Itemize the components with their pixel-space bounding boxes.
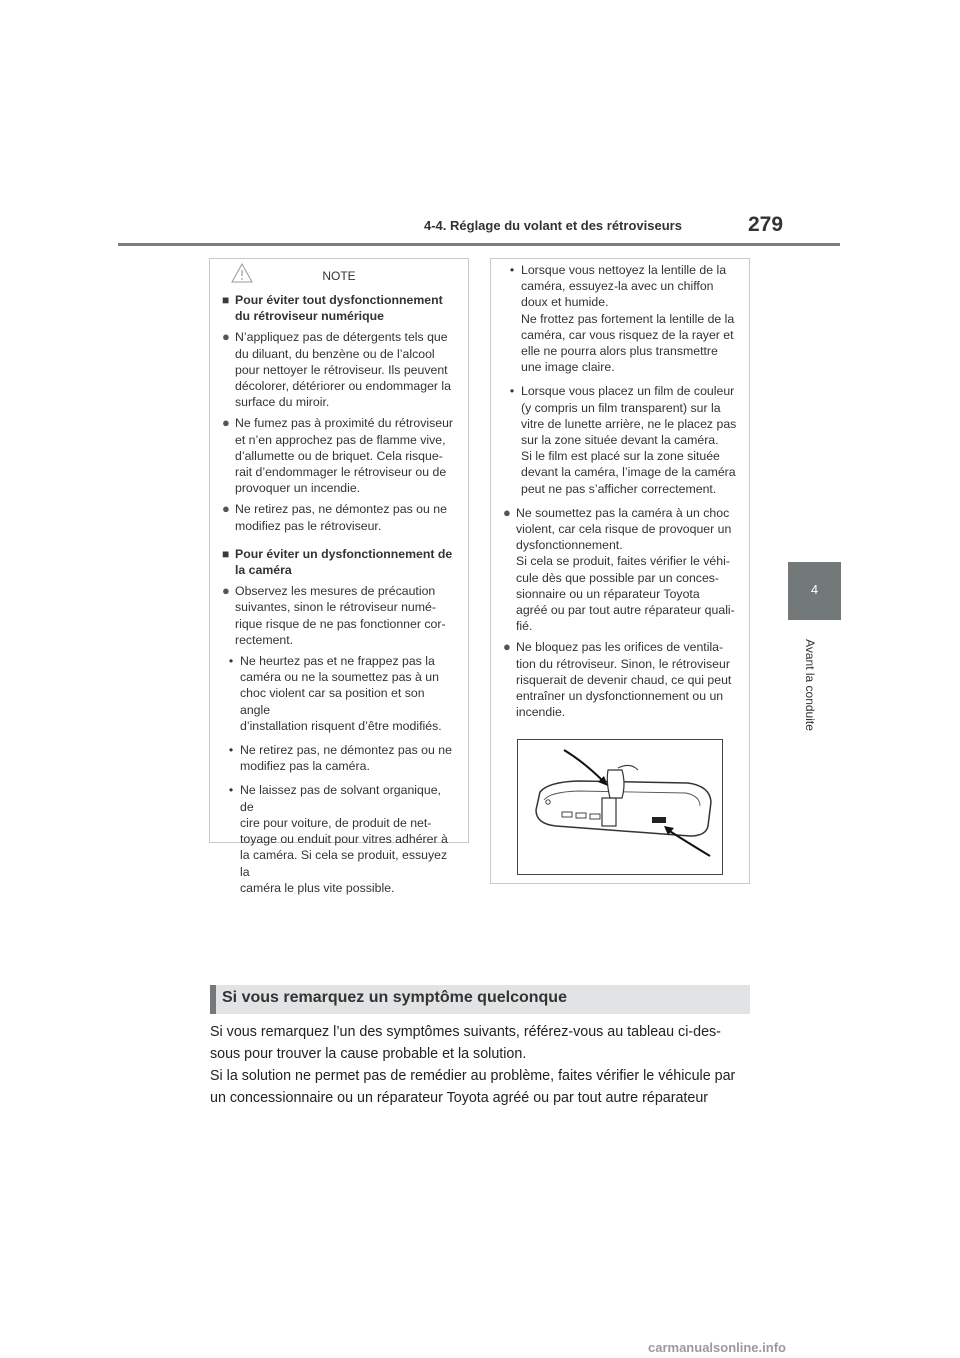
- list-item: [222, 329, 458, 410]
- circle-bullet-icon: ●: [503, 639, 511, 655]
- circle-bullet-icon: ●: [222, 583, 230, 599]
- dot-marker-icon: •: [509, 384, 515, 399]
- list-item-text: Ne bloquez pas les orifices de ventila- tion du rétroviseur. Sinon, le rétroviseur risquerait de devenir chaud, ce qui peut entraîner un dysfonctionnement ou un incendie.: [516, 640, 732, 720]
- note-content-right: [503, 262, 739, 725]
- circle-bullet-icon: ●: [222, 501, 230, 517]
- chapter-tab: [788, 562, 841, 620]
- circle-bullet-icon: ●: [503, 504, 511, 520]
- list-item: [503, 505, 739, 635]
- rearview-mirror-drawing: [518, 740, 722, 874]
- square-bullet-icon: ■: [222, 546, 230, 561]
- header-rule: [118, 243, 840, 246]
- list-item-text: Observez les mesures de précaution suivantes, sinon le rétroviseur numé- rique risque de ne pas fonctionner cor- rectement.: [235, 584, 446, 647]
- square-bullet-icon: ■: [222, 293, 230, 307]
- watermark: carmanualsonline.info: [648, 1340, 786, 1355]
- sub-bullet-item: [222, 742, 458, 774]
- list-item-text: Ne fumez pas à proximité du rétroviseur et n’en approchez pas de flamme vive, d’allumette ou de briquet. Cela risque- rait d’endommager le rétroviseur ou de provoquer un incendie.: [235, 416, 454, 496]
- dot-marker-icon: •: [509, 263, 515, 277]
- list-item-text: N’appliquez pas de détergents tels que du diluant, du benzène ou de l’alcool pour nettoyer le rétroviseur. Ils peuvent décolorer, détériorer ou endommager la surface du miroir.: [235, 330, 451, 410]
- note-content-left: [222, 292, 458, 904]
- circle-bullet-icon: ●: [222, 329, 230, 345]
- chapter-label: Avant la conduite: [803, 639, 817, 731]
- body-paragraph: Si vous remarquez l’un des symptômes suivants, référez-vous au tableau ci-des- sous pour trouver la cause probable et la solution.: [210, 1024, 721, 1062]
- list-item-text: Ne soumettez pas la caméra à un choc violent, car cela risque de provoquer un dysfonctionnement. Si cela se produit, faites vérifier le véhi- cule dès que possible par un conces- sionnaire ou un réparateur Toyota agréé ou par tout autre réparateur quali- fié.: [516, 505, 735, 634]
- page-number: 279: [748, 213, 784, 236]
- note-box-left: [209, 258, 469, 895]
- list-item-text: Ne retirez pas, ne démontez pas ou ne modifiez pas le rétroviseur.: [235, 502, 447, 533]
- dot-marker-icon: •: [228, 783, 234, 798]
- circle-bullet-icon: ●: [222, 415, 230, 431]
- note-heading: [222, 546, 458, 578]
- note-heading-text: Pour éviter un dysfonctionnement de la caméra: [235, 546, 453, 578]
- list-item: [222, 583, 458, 648]
- note-heading-text: Pour éviter tout dysfonctionnement du rétroviseur numérique: [235, 293, 443, 324]
- section-bar-accent: [210, 985, 216, 1014]
- sub-bullet-text: Lorsque vous nettoyez la lentille de la caméra, essuyez-la avec un chiffon doux et humide. Ne frottez pas fortement la lentille de la caméra, car vous risquez de la rayer et elle ne pourra alors plus transmettre une image claire.: [521, 263, 735, 375]
- mirror-vent-illustration: [517, 739, 723, 875]
- section-heading: Si vous remarquez un symptôme quelconque: [222, 989, 567, 1006]
- body-paragraph: Si la solution ne permet pas de remédier au problème, faites vérifier le véhicule par un concessionnaire ou un réparateur Toyota agréé ou par tout autre réparateur: [210, 1068, 736, 1106]
- sub-bullet-text: Lorsque vous placez un film de couleur (y compris un film transparent) sur la vitre de lunette arrière, ne le placez pas sur la zone située devant la caméra. Si le film est placé sur la zone située devant la caméra, l’image de la caméra peut ne pas s’afficher correctement.: [521, 384, 737, 496]
- section-title: 4-4. Réglage du volant et des rétroviseurs: [424, 218, 682, 233]
- sub-bullet-text: Ne retirez pas, ne démontez pas ou ne modifiez pas la caméra.: [240, 743, 452, 774]
- sub-bullet-item: [503, 262, 739, 375]
- note-label: NOTE: [322, 269, 356, 283]
- sub-bullet-item: [503, 383, 739, 496]
- dot-marker-icon: •: [228, 654, 234, 669]
- chapter-side-label: [800, 634, 820, 744]
- sub-bullet-item: [222, 782, 458, 895]
- list-item: [222, 415, 458, 496]
- sub-bullet-text: Ne heurtez pas et ne frappez pas la caméra ou ne la soumettez pas à un choc violent car sa position et son angle d’installation risquent d’être modifiés.: [240, 654, 442, 733]
- section-heading-bar: [210, 985, 750, 1014]
- sub-bullet-text: Ne laissez pas de solvant organique, de cire pour voiture, de produit de net- toyage ou enduit pour vitres adhérer à la caméra. Si cela se produit, essuyez la caméra le plus vite possible.: [240, 783, 448, 895]
- list-item: [503, 639, 739, 720]
- chapter-number: 4: [810, 582, 819, 597]
- note-heading: [222, 292, 458, 324]
- list-item: [222, 501, 458, 533]
- dot-marker-icon: •: [228, 743, 234, 758]
- sub-bullet-item: [222, 653, 458, 734]
